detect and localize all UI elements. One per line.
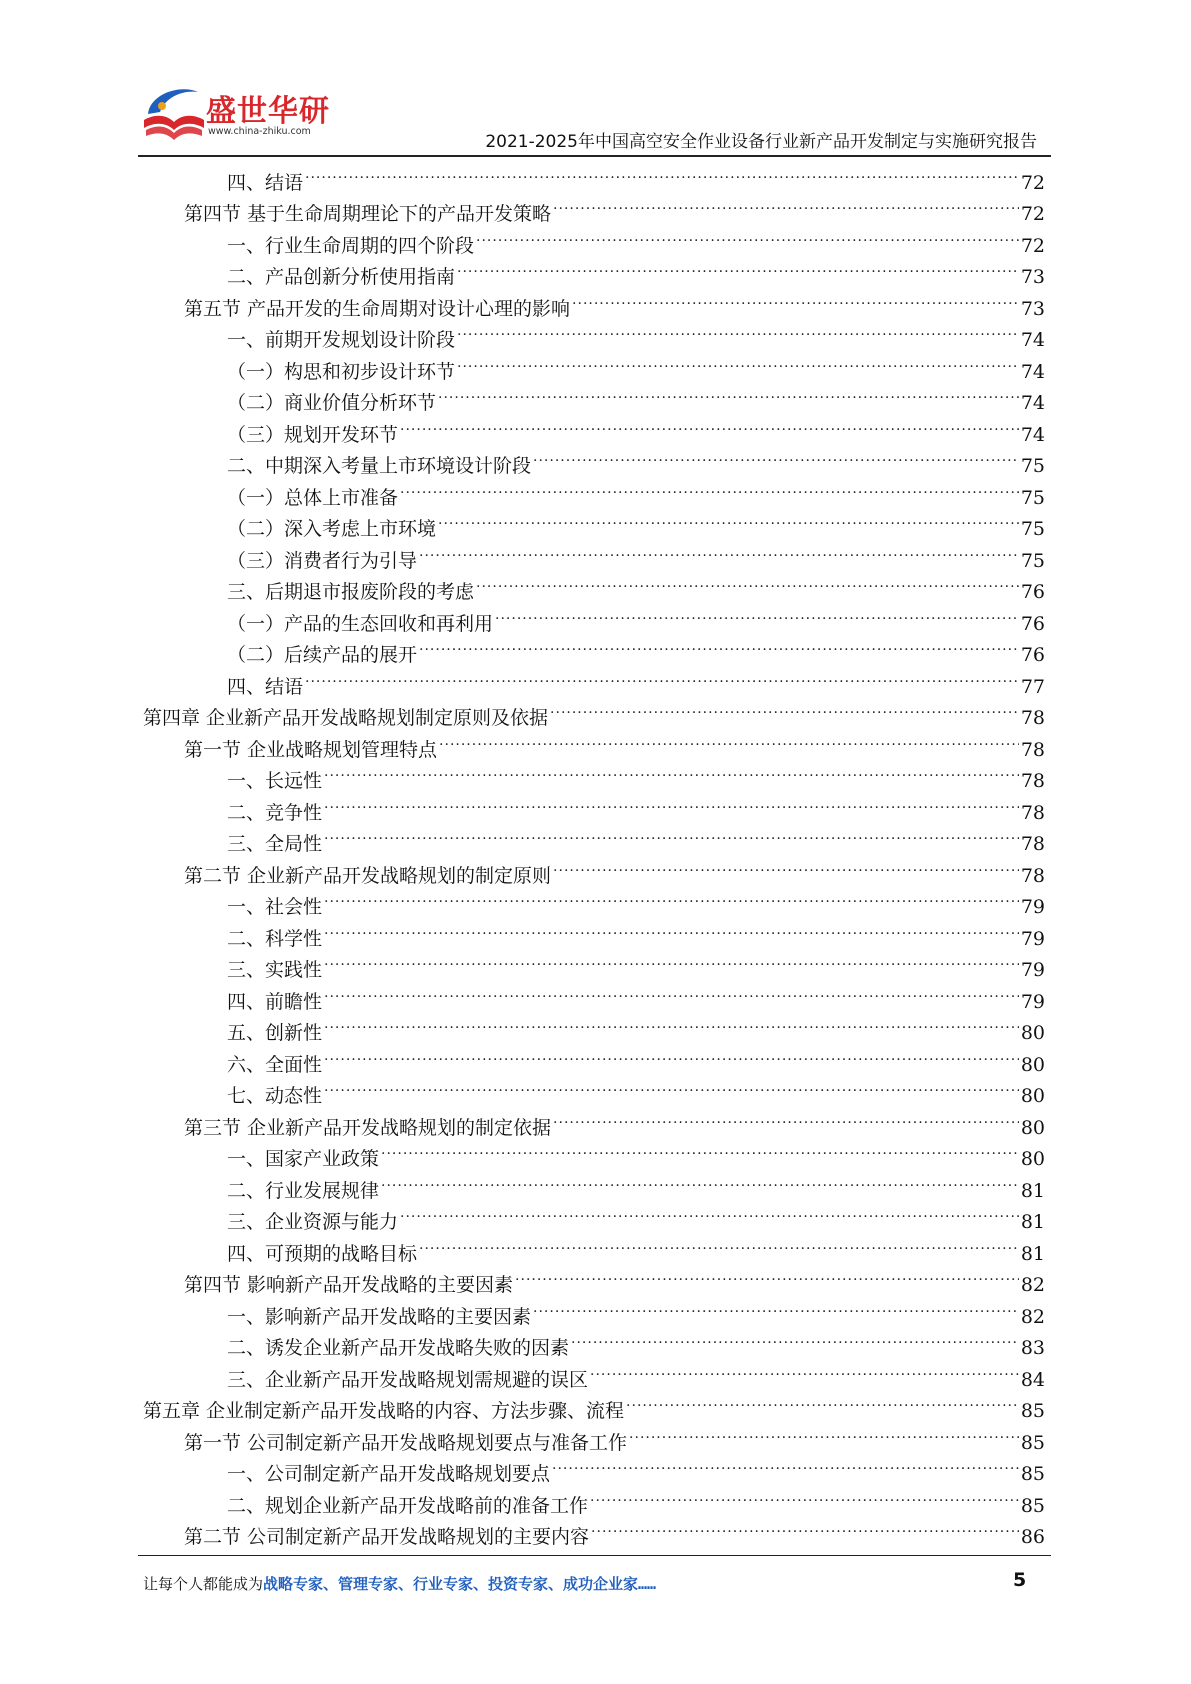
- toc-dot-leader: [381, 1134, 1019, 1166]
- toc-entry-page: 80: [1020, 1085, 1045, 1107]
- toc-entry-page: 80: [1020, 1022, 1045, 1044]
- logo-name: 盛世华研: [206, 94, 330, 129]
- toc-entry-page: 75: [1020, 549, 1045, 572]
- toc-dot-leader: [438, 378, 1019, 410]
- toc-entry-title: 二、竞争性: [227, 801, 323, 824]
- toc-entry-page: 80: [1020, 1053, 1045, 1076]
- toc-entry-page: 78: [1020, 707, 1045, 729]
- toc-entry-page: 76: [1020, 644, 1045, 666]
- toc-entry-title: 三、企业新产品开发战略规划需规避的误区: [227, 1368, 589, 1391]
- toc-dot-leader: [324, 756, 1019, 788]
- toc-entry-title: （三）规划开发环节: [227, 423, 399, 446]
- toc-dot-leader: [571, 1323, 1019, 1355]
- toc-dot-leader: [457, 346, 1019, 378]
- toc-entry-page: 72: [1020, 171, 1045, 194]
- toc-dot-leader: [305, 661, 1019, 693]
- toc-dot-leader: [305, 157, 1019, 189]
- toc-entry-page: 82: [1020, 1274, 1045, 1296]
- toc-dot-leader: [476, 567, 1019, 599]
- toc-dot-leader: [324, 913, 1019, 945]
- toc-entry-page: 81: [1020, 1179, 1045, 1202]
- toc-dot-leader: [552, 1449, 1019, 1481]
- toc-entry-page: 75: [1020, 455, 1045, 477]
- page-header: [0, 0, 1191, 160]
- toc-entry-page: 77: [1020, 675, 1045, 698]
- logo-url: www.china-zhiku.com: [208, 126, 311, 137]
- toc-entry-page: 78: [1020, 864, 1045, 887]
- toc-dot-leader: [324, 819, 1019, 851]
- toc-entry-title: 二、科学性: [227, 927, 323, 950]
- toc-dot-leader: [324, 976, 1019, 1008]
- toc-entry-page: 74: [1020, 329, 1045, 351]
- toc-entry-page: 75: [1020, 486, 1045, 509]
- toc-entry-page: 75: [1020, 518, 1045, 540]
- company-logo: [140, 80, 330, 146]
- toc-entry-title: 第五章 企业制定新产品开发战略的内容、方法步骤、流程: [143, 1400, 625, 1422]
- toc-entry-page: 76: [1020, 612, 1045, 635]
- toc-entry-page: 84: [1020, 1368, 1045, 1391]
- toc-entry-title: 二、行业发展规律: [227, 1179, 380, 1202]
- toc-entry-page: 80: [1020, 1148, 1045, 1170]
- toc-entry-page: 82: [1020, 1305, 1045, 1328]
- toc-entry-page: 80: [1020, 1116, 1045, 1139]
- toc-entry-page: 85: [1020, 1463, 1045, 1485]
- toc-entry-page: 79: [1020, 896, 1045, 918]
- toc-entry-title: （二）后续产品的展开: [227, 644, 418, 666]
- toc-entry-title: 二、产品创新分析使用指南: [227, 266, 456, 288]
- toc-dot-leader: [324, 882, 1019, 914]
- toc-dot-leader: [626, 1386, 1019, 1418]
- toc-entry-title: 二、中期深入考量上市环境设计阶段: [227, 455, 532, 477]
- table-of-contents: [143, 157, 1045, 1548]
- toc-entry-title: 四、结语: [227, 675, 304, 698]
- toc-entry-page: 79: [1020, 990, 1045, 1013]
- toc-entry-page: 79: [1020, 927, 1045, 950]
- toc-entry-title: 三、实践性: [227, 959, 323, 981]
- toc-entry-title: 一、影响新产品开发战略的主要因素: [227, 1305, 532, 1328]
- toc-dot-leader: [590, 1480, 1019, 1512]
- toc-entry-title: 六、全面性: [227, 1053, 323, 1076]
- page-number: 5: [1013, 1569, 1027, 1591]
- toc-dot-leader: [324, 787, 1019, 819]
- toc-dot-leader: [419, 1228, 1019, 1260]
- toc-dot-leader: [572, 283, 1019, 315]
- toc-dot-leader: [400, 1197, 1019, 1229]
- toc-dot-leader: [590, 1354, 1019, 1386]
- toc-entry-title: 一、国家产业政策: [227, 1148, 380, 1170]
- toc-dot-leader: [400, 472, 1019, 504]
- toc-dot-leader: [533, 441, 1019, 473]
- toc-dot-leader: [457, 315, 1019, 347]
- toc-entry-page: 74: [1020, 423, 1045, 446]
- toc-dot-leader: [553, 189, 1019, 221]
- toc-entry-page: 86: [1020, 1526, 1045, 1548]
- toc-entry-page: 73: [1020, 266, 1045, 288]
- toc-entry-page: 74: [1020, 360, 1045, 383]
- toc-entry-title: 第二节 公司制定新产品开发战略规划的主要内容: [184, 1526, 590, 1548]
- toc-entry-title: （三）消费者行为引导: [227, 549, 418, 572]
- toc-entry-title: （一）构思和初步设计环节: [227, 360, 456, 383]
- toc-entry-page: 79: [1020, 959, 1045, 981]
- toc-dot-leader: [533, 1291, 1019, 1323]
- toc-entry-title: 二、诱发企业新产品开发战略失败的因素: [227, 1337, 570, 1359]
- toc-entry-title: 第一节 公司制定新产品开发战略规划要点与准备工作: [184, 1431, 628, 1454]
- toc-entry-page: 72: [1020, 234, 1045, 257]
- toc-entry-page: 78: [1020, 833, 1045, 855]
- toc-dot-leader: [553, 850, 1019, 882]
- toc-entry-title: 一、行业生命周期的四个阶段: [227, 234, 475, 257]
- toc-dot-leader: [400, 409, 1019, 441]
- toc-entry-page: 72: [1020, 203, 1045, 225]
- toc-entry-page: 78: [1020, 738, 1045, 761]
- toc-entry-title: 第五节 产品开发的生命周期对设计心理的影响: [184, 297, 571, 320]
- toc-entry-title: 第二节 企业新产品开发战略规划的制定原则: [184, 864, 552, 887]
- slogan-prefix: 让每个人都能成为: [143, 1575, 264, 1593]
- toc-entry-page: 81: [1020, 1211, 1045, 1233]
- toc-entry-title: 五、创新性: [227, 1022, 323, 1044]
- toc-dot-leader: [591, 1512, 1019, 1544]
- toc-entry-title: 一、公司制定新产品开发战略规划要点: [227, 1463, 551, 1485]
- toc-entry-title: 三、后期退市报废阶段的考虑: [227, 581, 475, 603]
- toc-dot-leader: [324, 1039, 1019, 1071]
- toc-entry-title: 第四章 企业新产品开发战略规划制定原则及依据: [143, 707, 549, 729]
- toc-entry-page: 73: [1020, 297, 1045, 320]
- footer-divider: [138, 1555, 1051, 1556]
- toc-dot-leader: [476, 220, 1019, 252]
- footer-slogan: [143, 1573, 656, 1594]
- logo-book-icon: [140, 84, 208, 146]
- toc-entry-page: 85: [1020, 1494, 1045, 1517]
- toc-entry-title: 第一节 企业战略规划管理特点: [184, 738, 438, 761]
- toc-dot-leader: [324, 945, 1019, 977]
- toc-entry-page: 81: [1020, 1242, 1045, 1265]
- toc-entry-page: 74: [1020, 392, 1045, 414]
- toc-entry[interactable]: [143, 157, 1045, 194]
- toc-entry-page: 78: [1020, 770, 1045, 792]
- toc-entry-title: （一）总体上市准备: [227, 486, 399, 509]
- toc-entry-title: （一）产品的生态回收和再利用: [227, 612, 494, 635]
- slogan-highlight: 战略专家、管理专家、行业专家、投资专家、成功企业家……: [263, 1575, 657, 1593]
- toc-dot-leader: [381, 1165, 1019, 1197]
- toc-entry-page: 76: [1020, 581, 1045, 603]
- toc-entry-title: 三、企业资源与能力: [227, 1211, 399, 1233]
- toc-dot-leader: [629, 1417, 1019, 1449]
- toc-entry-title: 二、规划企业新产品开发战略前的准备工作: [227, 1494, 589, 1517]
- toc-entry-page: 85: [1020, 1431, 1045, 1454]
- toc-entry-title: 一、长远性: [227, 770, 323, 792]
- toc-dot-leader: [439, 724, 1019, 756]
- toc-dot-leader: [495, 598, 1019, 630]
- toc-entry-title: 一、社会性: [227, 896, 323, 918]
- toc-entry-title: 七、动态性: [227, 1085, 323, 1107]
- toc-dot-leader: [419, 535, 1019, 567]
- toc-entry-title: （二）深入考虑上市环境: [227, 518, 437, 540]
- toc-entry-title: 第四节 影响新产品开发战略的主要因素: [184, 1274, 514, 1296]
- toc-entry-title: （二）商业价值分析环节: [227, 392, 437, 414]
- toc-entry-title: 四、可预期的战略目标: [227, 1242, 418, 1265]
- toc-dot-leader: [515, 1260, 1019, 1292]
- toc-dot-leader: [419, 630, 1019, 662]
- toc-entry-title: 四、结语: [227, 171, 304, 194]
- toc-entry-title: 一、前期开发规划设计阶段: [227, 329, 456, 351]
- toc-entry-title: 第三节 企业新产品开发战略规划的制定依据: [184, 1116, 552, 1139]
- toc-dot-leader: [324, 1071, 1019, 1103]
- report-title: 2021-2025年中国高空安全作业设备行业新产品开发制定与实施研究报告: [485, 132, 1037, 152]
- toc-dot-leader: [553, 1102, 1019, 1134]
- toc-entry-page: 85: [1020, 1400, 1045, 1422]
- toc-dot-leader: [550, 693, 1019, 725]
- toc-entry-page: 78: [1020, 801, 1045, 824]
- toc-entry-page: 83: [1020, 1337, 1045, 1359]
- toc-dot-leader: [438, 504, 1019, 536]
- toc-entry-title: 第四节 基于生命周期理论下的产品开发策略: [184, 203, 552, 225]
- toc-entry-title: 三、全局性: [227, 833, 323, 855]
- toc-dot-leader: [457, 252, 1019, 284]
- toc-entry-title: 四、前瞻性: [227, 990, 323, 1013]
- toc-dot-leader: [324, 1008, 1019, 1040]
